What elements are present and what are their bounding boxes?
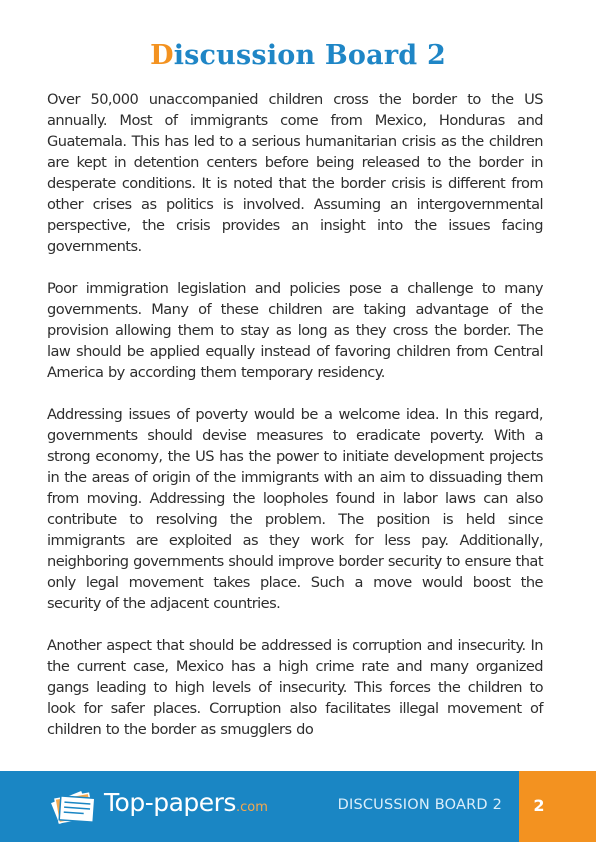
paragraph-3: Addressing issues of poverty would be a welcome idea. In this regard, governments should devise measures to eradicate poverty. With a strong economy, the US has the power to initiate development projects in the areas of origin of the immigrants with an aim to dissuading them from moving. Addressing the loopholes found in labor laws can also contribute to resolving the problem. The position is held since immigrants are exploited as they work for less pay. Additionally, neighboring governments should improve border security to ensure that only legal movement takes place. Such a move would boost the security of the adjacent countries. [47,406,543,612]
title-first-letter: D [150,40,174,71]
page-footer [0,771,596,842]
paragraph-4: Another aspect that should be addressed is corruption and insecurity. In the current case, Mexico has a high crime rate and many organized gangs leading to high levels of insecurity. This forces the children to look for safer places. Corruption also facilitates illegal movement of children to the border as smugglers do [47,637,543,738]
document-body [47,89,543,761]
footer-section-label: DISCUSSION BOARD 2 [337,797,502,813]
page-number: 2 [533,796,545,815]
brand-com: .com [235,800,268,815]
brand-logo-text [104,788,268,817]
stacked-papers-icon [48,785,108,829]
brand-rest: papers [153,788,236,817]
page-number-box [519,771,596,842]
paragraph-2: Poor immigration legislation and policies pose a challenge to many governments. Many of these children are taking advantage of the provision allowing them to stay as long as they cross the border. The law should be applied equally instead of favoring children from Central America by according them temporary residency. [47,280,543,381]
brand-dash: - [144,788,154,817]
title-rest: iscussion Board 2 [173,40,446,71]
page-title [0,40,596,71]
paragraph-1: Over 50,000 unaccompanied children cross the border to the US annually. Most of immigrants come from Mexico, Honduras and Guatemala. This has led to a serious humanitarian crisis as the children are kept in detention centers before being released to the border in desperate conditions. It is noted that the border crisis is different from other crises as politics is involved. Assuming an intergovernmental perspective, the crisis provides an insight into the issues facing governments. [47,91,543,255]
brand-main: Top [104,788,145,817]
